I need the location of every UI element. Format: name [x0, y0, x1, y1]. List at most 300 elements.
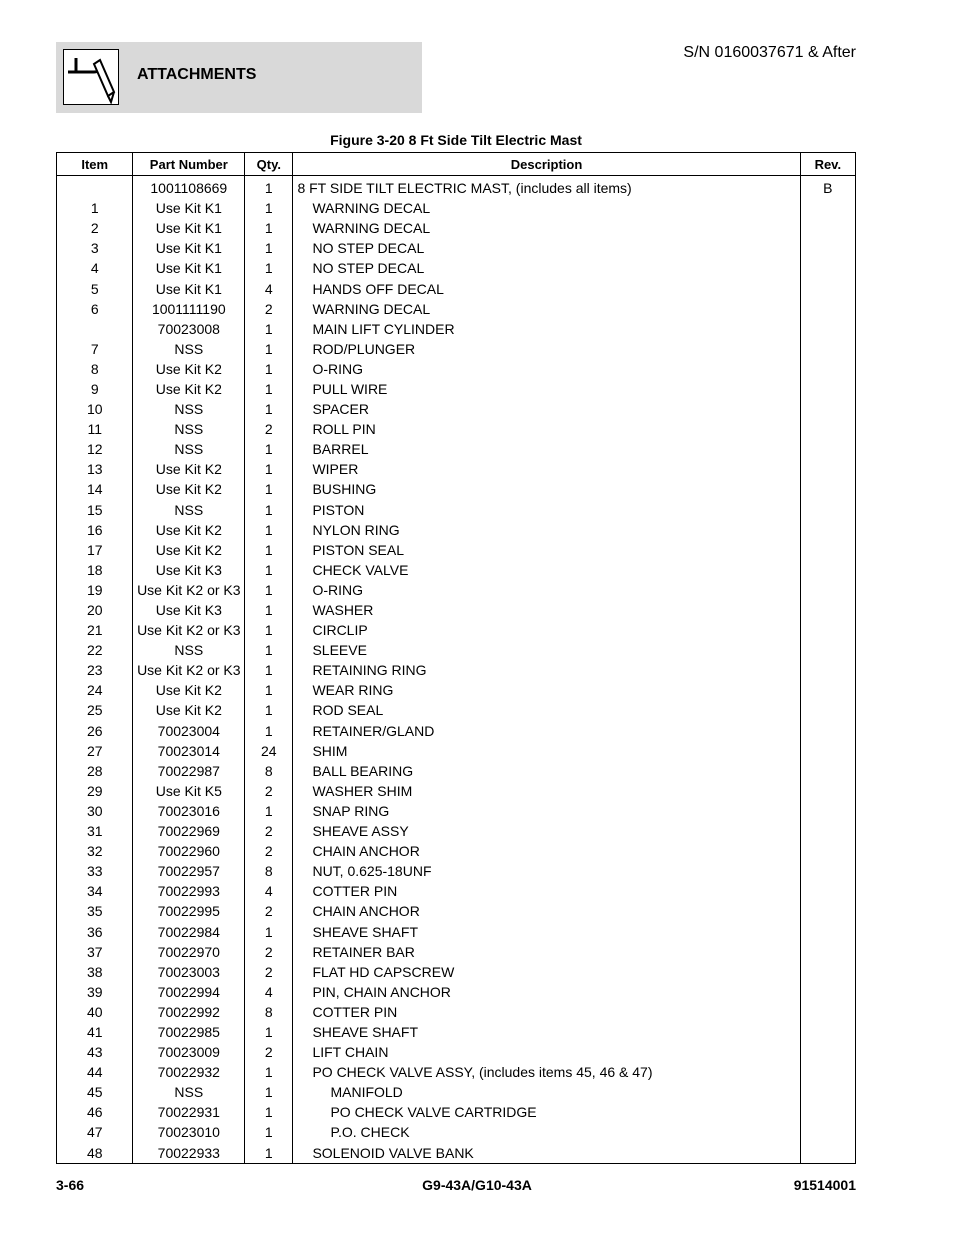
description-cell: CHECK VALVE [293, 560, 800, 580]
table-row [57, 1143, 856, 1164]
rev-cell [800, 721, 855, 741]
table-row [57, 801, 856, 821]
table-row [57, 680, 856, 700]
description-cell: CHAIN ANCHOR [293, 841, 800, 861]
parts-table-body [57, 176, 856, 1164]
part-number-cell: 70023016 [133, 801, 245, 821]
description-cell: O-RING [293, 580, 800, 600]
rev-cell [800, 379, 855, 399]
qty-cell: 1 [245, 479, 293, 499]
description-cell: ROLL PIN [293, 419, 800, 439]
qty-cell: 2 [245, 299, 293, 319]
description-cell: BUSHING [293, 479, 800, 499]
item-cell: 3 [57, 238, 133, 258]
rev-cell [800, 218, 855, 238]
column-header-description: Description [293, 153, 800, 176]
table-row [57, 861, 856, 881]
part-number-cell: NSS [133, 500, 245, 520]
rev-cell [800, 982, 855, 1002]
item-cell: 17 [57, 540, 133, 560]
item-cell: 28 [57, 761, 133, 781]
table-row [57, 901, 856, 921]
qty-cell: 1 [245, 1122, 293, 1142]
qty-cell: 1 [245, 580, 293, 600]
rev-cell [800, 1002, 855, 1022]
table-row [57, 982, 856, 1002]
item-cell: 33 [57, 861, 133, 881]
qty-cell: 1 [245, 700, 293, 720]
rev-cell [800, 861, 855, 881]
qty-cell: 1 [245, 399, 293, 419]
part-number-cell: Use Kit K2 [133, 540, 245, 560]
column-header-qty: Qty. [245, 153, 293, 176]
table-row [57, 942, 856, 962]
part-number-cell: NSS [133, 339, 245, 359]
description-cell: COTTER PIN [293, 1002, 800, 1022]
rev-cell [800, 560, 855, 580]
description-cell: WASHER SHIM [293, 781, 800, 801]
part-number-cell: NSS [133, 419, 245, 439]
rev-cell [800, 299, 855, 319]
table-row [57, 580, 856, 600]
table-row [57, 520, 856, 540]
rev-cell [800, 1062, 855, 1082]
table-row [57, 176, 856, 199]
table-row [57, 439, 856, 459]
item-cell: 1 [57, 198, 133, 218]
item-cell [57, 176, 133, 199]
table-row [57, 218, 856, 238]
part-number-cell: 70023008 [133, 319, 245, 339]
part-number-cell: 70022992 [133, 1002, 245, 1022]
qty-cell: 2 [245, 419, 293, 439]
rev-cell [800, 1122, 855, 1142]
figure-title: Figure 3-20 8 Ft Side Tilt Electric Mast [330, 132, 582, 148]
item-cell: 39 [57, 982, 133, 1002]
item-cell: 48 [57, 1143, 133, 1164]
item-cell: 27 [57, 741, 133, 761]
description-cell: FLAT HD CAPSCREW [293, 962, 800, 982]
rev-cell [800, 620, 855, 640]
rev-cell [800, 962, 855, 982]
rev-cell [800, 660, 855, 680]
table-row [57, 640, 856, 660]
table-row [57, 319, 856, 339]
part-number-cell: 70022931 [133, 1102, 245, 1122]
rev-cell [800, 459, 855, 479]
part-number-cell: NSS [133, 439, 245, 459]
part-number-cell: 70023004 [133, 721, 245, 741]
item-cell: 43 [57, 1042, 133, 1062]
rev-cell [800, 198, 855, 218]
qty-cell: 24 [245, 741, 293, 761]
item-cell: 36 [57, 921, 133, 941]
description-cell: SHIM [293, 741, 800, 761]
description-cell: PISTON SEAL [293, 540, 800, 560]
item-cell: 10 [57, 399, 133, 419]
qty-cell: 1 [245, 1143, 293, 1164]
qty-cell: 1 [245, 198, 293, 218]
table-row [57, 841, 856, 861]
item-cell [57, 319, 133, 339]
item-cell: 44 [57, 1062, 133, 1082]
rev-cell: B [800, 176, 855, 199]
rev-cell [800, 761, 855, 781]
part-number-cell: Use Kit K5 [133, 781, 245, 801]
part-number-cell: Use Kit K1 [133, 198, 245, 218]
rev-cell [800, 921, 855, 941]
description-cell: WARNING DECAL [293, 299, 800, 319]
part-number-cell: Use Kit K2 or K3 [133, 580, 245, 600]
table-row [57, 238, 856, 258]
qty-cell: 2 [245, 821, 293, 841]
part-number-cell: Use Kit K2 [133, 459, 245, 479]
qty-cell: 4 [245, 278, 293, 298]
table-row [57, 540, 856, 560]
qty-cell: 1 [245, 500, 293, 520]
rev-cell [800, 520, 855, 540]
part-number-cell: Use Kit K2 [133, 520, 245, 540]
qty-cell: 1 [245, 540, 293, 560]
description-cell: RETAINING RING [293, 660, 800, 680]
qty-cell: 2 [245, 1042, 293, 1062]
part-number-cell: 70022985 [133, 1022, 245, 1042]
rev-cell [800, 881, 855, 901]
description-cell: SHEAVE ASSY [293, 821, 800, 841]
description-cell: BARREL [293, 439, 800, 459]
rev-cell [800, 700, 855, 720]
table-row [57, 560, 856, 580]
column-header-item: Item [57, 153, 133, 176]
part-number-cell: Use Kit K2 [133, 479, 245, 499]
rev-cell [800, 1143, 855, 1164]
part-number-cell: 70023010 [133, 1122, 245, 1142]
description-cell: 8 FT SIDE TILT ELECTRIC MAST, (includes all items) [293, 176, 800, 199]
table-row [57, 881, 856, 901]
qty-cell: 1 [245, 640, 293, 660]
rev-cell [800, 399, 855, 419]
table-row [57, 821, 856, 841]
qty-cell: 1 [245, 600, 293, 620]
description-cell: SLEEVE [293, 640, 800, 660]
rev-cell [800, 500, 855, 520]
part-number-cell: NSS [133, 1082, 245, 1102]
table-row [57, 700, 856, 720]
item-cell: 37 [57, 942, 133, 962]
description-cell: SHEAVE SHAFT [293, 921, 800, 941]
rev-cell [800, 258, 855, 278]
part-number-cell: 70022994 [133, 982, 245, 1002]
part-number-cell: Use Kit K1 [133, 238, 245, 258]
part-number-cell: 70022984 [133, 921, 245, 941]
part-number-cell: 70022969 [133, 821, 245, 841]
description-cell: CHAIN ANCHOR [293, 901, 800, 921]
table-row [57, 339, 856, 359]
qty-cell: 1 [245, 459, 293, 479]
item-cell: 24 [57, 680, 133, 700]
description-cell: PIN, CHAIN ANCHOR [293, 982, 800, 1002]
description-cell: BALL BEARING [293, 761, 800, 781]
rev-cell [800, 580, 855, 600]
table-header-row [57, 153, 856, 176]
table-row [57, 620, 856, 640]
description-cell: NO STEP DECAL [293, 238, 800, 258]
part-number-cell: Use Kit K1 [133, 278, 245, 298]
item-cell: 5 [57, 278, 133, 298]
rev-cell [800, 419, 855, 439]
table-row [57, 459, 856, 479]
serial-number: S/N 0160037671 & After [683, 44, 856, 61]
description-cell: MAIN LIFT CYLINDER [293, 319, 800, 339]
description-cell: PISTON [293, 500, 800, 520]
description-cell: PO CHECK VALVE ASSY, (includes items 45, 46 & 47) [293, 1062, 800, 1082]
table-row [57, 479, 856, 499]
qty-cell: 1 [245, 176, 293, 199]
table-row [57, 1122, 856, 1142]
rev-cell [800, 680, 855, 700]
part-number-cell: 70023009 [133, 1042, 245, 1062]
item-cell: 31 [57, 821, 133, 841]
description-cell: O-RING [293, 359, 800, 379]
description-cell: CIRCLIP [293, 620, 800, 640]
item-cell: 30 [57, 801, 133, 821]
part-number-cell: 70022960 [133, 841, 245, 861]
qty-cell: 1 [245, 258, 293, 278]
qty-cell: 4 [245, 982, 293, 1002]
table-row [57, 921, 856, 941]
table-row [57, 399, 856, 419]
qty-cell: 8 [245, 761, 293, 781]
qty-cell: 1 [245, 439, 293, 459]
table-row [57, 379, 856, 399]
rev-cell [800, 942, 855, 962]
qty-cell: 1 [245, 379, 293, 399]
part-number-cell: Use Kit K2 or K3 [133, 620, 245, 640]
part-number-cell: 70023003 [133, 962, 245, 982]
description-cell: SOLENOID VALVE BANK [293, 1143, 800, 1164]
rev-cell [800, 841, 855, 861]
item-cell: 13 [57, 459, 133, 479]
description-cell: RETAINER BAR [293, 942, 800, 962]
qty-cell: 8 [245, 1002, 293, 1022]
description-cell: HANDS OFF DECAL [293, 278, 800, 298]
item-cell: 2 [57, 218, 133, 238]
part-number-cell: Use Kit K1 [133, 258, 245, 278]
part-number-cell: Use Kit K2 [133, 359, 245, 379]
qty-cell: 1 [245, 1062, 293, 1082]
qty-cell: 1 [245, 680, 293, 700]
item-cell: 9 [57, 379, 133, 399]
part-number-cell: 1001108669 [133, 176, 245, 199]
rev-cell [800, 479, 855, 499]
qty-cell: 8 [245, 861, 293, 881]
qty-cell: 2 [245, 962, 293, 982]
description-cell: NO STEP DECAL [293, 258, 800, 278]
part-number-cell: Use Kit K2 [133, 700, 245, 720]
item-cell: 46 [57, 1102, 133, 1122]
rev-cell [800, 781, 855, 801]
description-cell: WIPER [293, 459, 800, 479]
item-cell: 4 [57, 258, 133, 278]
part-number-cell: 70022993 [133, 881, 245, 901]
table-row [57, 419, 856, 439]
table-row [57, 761, 856, 781]
item-cell: 8 [57, 359, 133, 379]
item-cell: 35 [57, 901, 133, 921]
table-row [57, 1002, 856, 1022]
table-row [57, 198, 856, 218]
column-header-part-number: Part Number [133, 153, 245, 176]
qty-cell: 1 [245, 218, 293, 238]
rev-cell [800, 339, 855, 359]
rev-cell [800, 600, 855, 620]
item-cell: 25 [57, 700, 133, 720]
qty-cell: 1 [245, 319, 293, 339]
column-header-rev: Rev. [800, 153, 855, 176]
qty-cell: 1 [245, 620, 293, 640]
part-number-cell: Use Kit K2 or K3 [133, 660, 245, 680]
table-row [57, 1042, 856, 1062]
item-cell: 6 [57, 299, 133, 319]
qty-cell: 2 [245, 781, 293, 801]
table-row [57, 1082, 856, 1102]
rev-cell [800, 319, 855, 339]
parts-table [56, 152, 856, 1164]
table-row [57, 1102, 856, 1122]
qty-cell: 1 [245, 801, 293, 821]
qty-cell: 1 [245, 339, 293, 359]
qty-cell: 2 [245, 901, 293, 921]
item-cell: 7 [57, 339, 133, 359]
rev-cell [800, 439, 855, 459]
item-cell: 18 [57, 560, 133, 580]
qty-cell: 1 [245, 560, 293, 580]
table-row [57, 359, 856, 379]
rev-cell [800, 1102, 855, 1122]
rev-cell [800, 901, 855, 921]
section-title: ATTACHMENTS [137, 66, 257, 83]
description-cell: WARNING DECAL [293, 218, 800, 238]
rev-cell [800, 278, 855, 298]
rev-cell [800, 1082, 855, 1102]
description-cell: MANIFOLD [293, 1082, 800, 1102]
qty-cell: 2 [245, 942, 293, 962]
rev-cell [800, 640, 855, 660]
model-number: G9-43A/G10-43A [422, 1177, 532, 1193]
part-number-cell: 70022970 [133, 942, 245, 962]
qty-cell: 2 [245, 841, 293, 861]
item-cell: 32 [57, 841, 133, 861]
part-number-cell: 70022933 [133, 1143, 245, 1164]
item-cell: 38 [57, 962, 133, 982]
rev-cell [800, 1042, 855, 1062]
qty-cell: 1 [245, 238, 293, 258]
description-cell: PO CHECK VALVE CARTRIDGE [293, 1102, 800, 1122]
page-number: 3-66 [56, 1177, 85, 1193]
part-number-cell: Use Kit K2 [133, 680, 245, 700]
qty-cell: 1 [245, 721, 293, 741]
rev-cell [800, 1022, 855, 1042]
part-number-cell: Use Kit K3 [133, 560, 245, 580]
description-cell: WARNING DECAL [293, 198, 800, 218]
item-cell: 19 [57, 580, 133, 600]
description-cell: ROD/PLUNGER [293, 339, 800, 359]
item-cell: 41 [57, 1022, 133, 1042]
part-number-cell: Use Kit K2 [133, 379, 245, 399]
table-row [57, 299, 856, 319]
qty-cell: 4 [245, 881, 293, 901]
item-cell: 14 [57, 479, 133, 499]
item-cell: 21 [57, 620, 133, 640]
table-row [57, 721, 856, 741]
description-cell: ROD SEAL [293, 700, 800, 720]
table-row [57, 500, 856, 520]
table-row [57, 278, 856, 298]
item-cell: 47 [57, 1122, 133, 1142]
rev-cell [800, 801, 855, 821]
part-number-cell: 70022932 [133, 1062, 245, 1082]
table-row [57, 781, 856, 801]
document-number: 91514001 [793, 1177, 856, 1193]
part-number-cell: Use Kit K3 [133, 600, 245, 620]
description-cell: RETAINER/GLAND [293, 721, 800, 741]
rev-cell [800, 741, 855, 761]
table-row [57, 1062, 856, 1082]
table-row [57, 1022, 856, 1042]
qty-cell: 1 [245, 1102, 293, 1122]
item-cell: 23 [57, 660, 133, 680]
description-cell: NYLON RING [293, 520, 800, 540]
item-cell: 11 [57, 419, 133, 439]
description-cell: NUT, 0.625-18UNF [293, 861, 800, 881]
part-number-cell: 70022987 [133, 761, 245, 781]
qty-cell: 1 [245, 359, 293, 379]
part-number-cell: NSS [133, 399, 245, 419]
item-cell: 40 [57, 1002, 133, 1022]
rev-cell [800, 238, 855, 258]
item-cell: 22 [57, 640, 133, 660]
qty-cell: 1 [245, 1082, 293, 1102]
description-cell: P.O. CHECK [293, 1122, 800, 1142]
item-cell: 45 [57, 1082, 133, 1102]
rev-cell [800, 821, 855, 841]
table-row [57, 741, 856, 761]
qty-cell: 1 [245, 921, 293, 941]
part-number-cell: 1001111190 [133, 299, 245, 319]
item-cell: 12 [57, 439, 133, 459]
table-row [57, 600, 856, 620]
item-cell: 15 [57, 500, 133, 520]
table-row [57, 258, 856, 278]
rev-cell [800, 540, 855, 560]
item-cell: 20 [57, 600, 133, 620]
qty-cell: 1 [245, 520, 293, 540]
item-cell: 16 [57, 520, 133, 540]
qty-cell: 1 [245, 660, 293, 680]
description-cell: PULL WIRE [293, 379, 800, 399]
part-number-cell: Use Kit K1 [133, 218, 245, 238]
part-number-cell: NSS [133, 640, 245, 660]
part-number-cell: 70022957 [133, 861, 245, 881]
attachments-icon [63, 49, 119, 105]
rev-cell [800, 359, 855, 379]
part-number-cell: 70023014 [133, 741, 245, 761]
part-number-cell: 70022995 [133, 901, 245, 921]
item-cell: 29 [57, 781, 133, 801]
description-cell: WEAR RING [293, 680, 800, 700]
description-cell: SNAP RING [293, 801, 800, 821]
item-cell: 26 [57, 721, 133, 741]
